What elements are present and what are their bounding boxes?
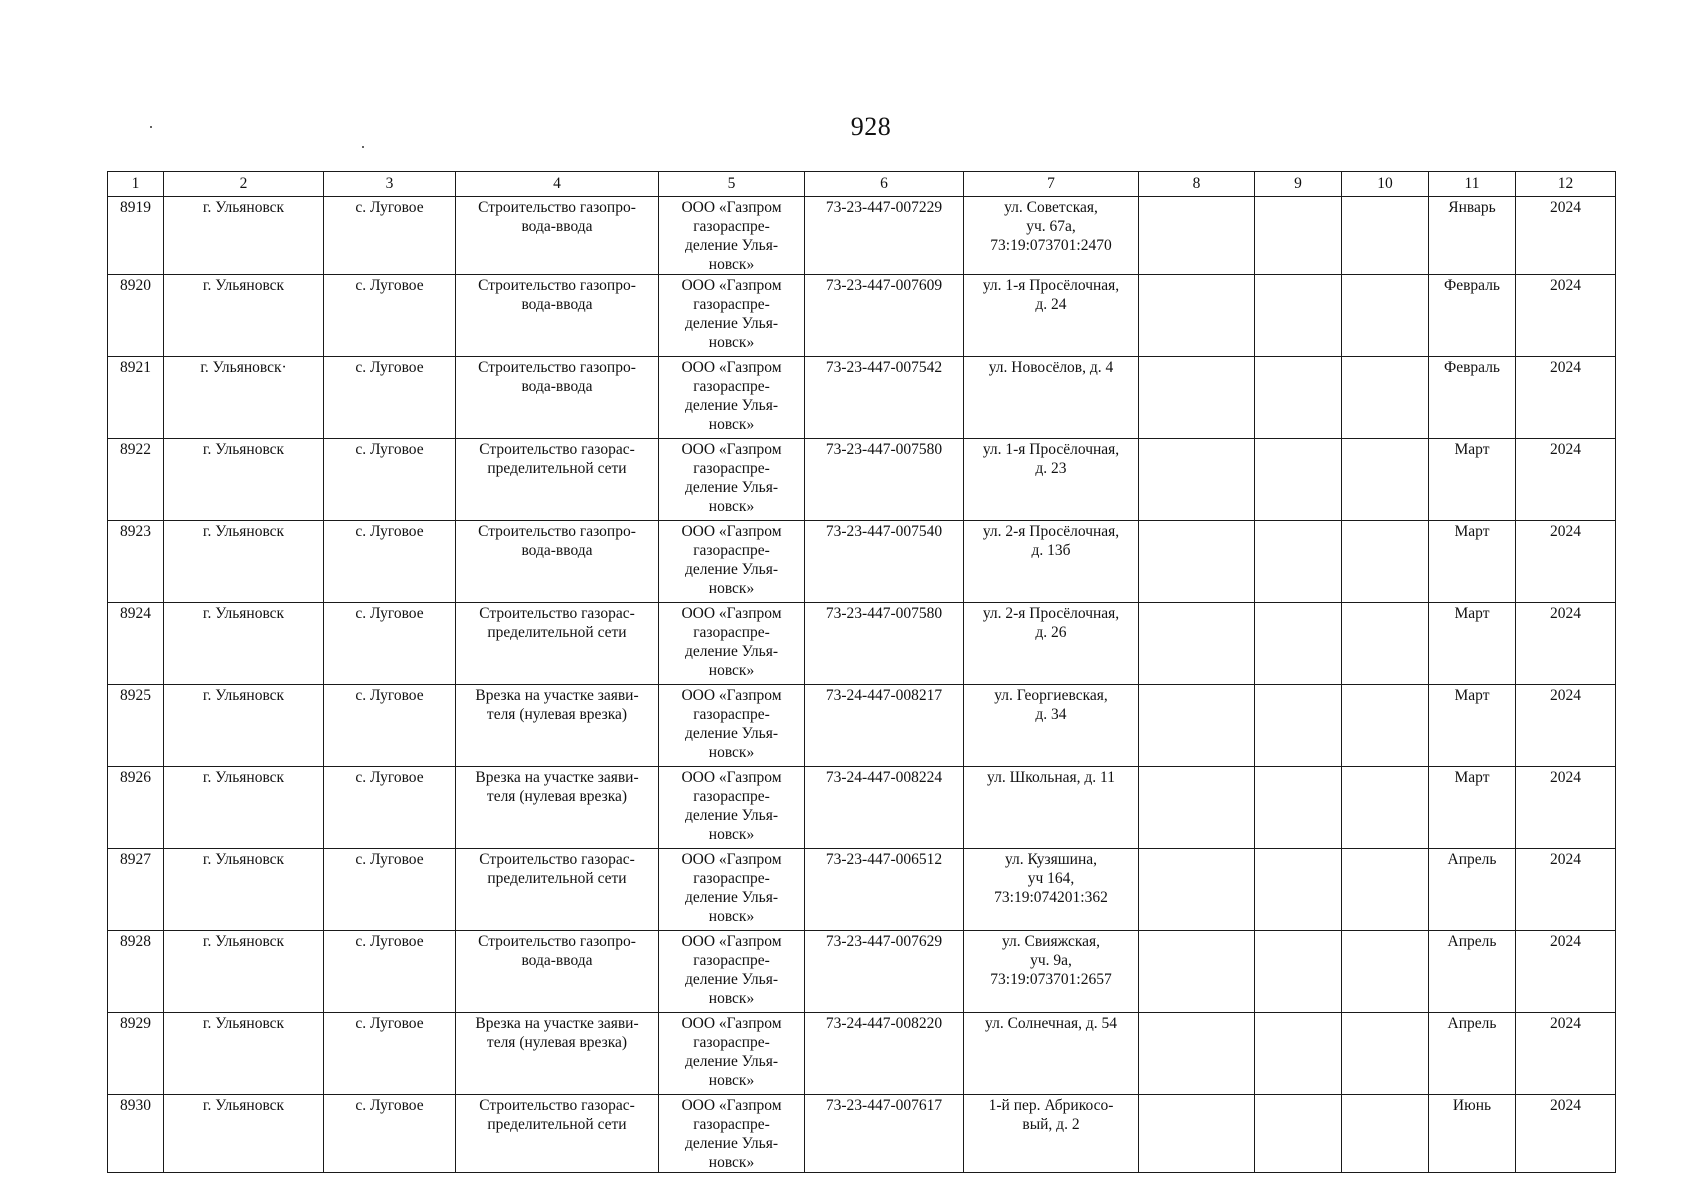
year-cell: 2024 [1516, 931, 1616, 1013]
column-9-cell [1255, 849, 1342, 931]
row-number: 8919 [108, 197, 164, 275]
table-row [108, 275, 1616, 357]
year-cell: 2024 [1516, 439, 1616, 521]
column-header: 10 [1342, 172, 1429, 197]
registration-code-cell: 73-23-447-007629 [805, 931, 964, 1013]
organization-cell: ООО «Газпром газораспре- деление Улья- новск» [659, 685, 805, 767]
row-number: 8926 [108, 767, 164, 849]
column-header: 8 [1139, 172, 1255, 197]
column-header: 1 [108, 172, 164, 197]
column-header: 3 [324, 172, 456, 197]
village-cell: с. Луговое [324, 849, 456, 931]
column-9-cell [1255, 685, 1342, 767]
village-cell: с. Луговое [324, 1013, 456, 1095]
month-cell: Апрель [1429, 931, 1516, 1013]
village-cell: с. Луговое [324, 603, 456, 685]
month-cell: Март [1429, 521, 1516, 603]
column-9-cell [1255, 931, 1342, 1013]
column-8-cell [1139, 1095, 1255, 1173]
column-8-cell [1139, 931, 1255, 1013]
column-9-cell [1255, 767, 1342, 849]
village-cell: с. Луговое [324, 931, 456, 1013]
column-9-cell [1255, 357, 1342, 439]
year-cell: 2024 [1516, 357, 1616, 439]
organization-cell: ООО «Газпром газораспре- деление Улья- новск» [659, 197, 805, 275]
work-type-cell: Врезка на участке заяви- теля (нулевая врезка) [456, 685, 659, 767]
year-cell: 2024 [1516, 521, 1616, 603]
work-type-cell: Строительство газопро- вода-ввода [456, 357, 659, 439]
registration-code-cell: 73-23-447-007580 [805, 439, 964, 521]
organization-cell: ООО «Газпром газораспре- деление Улья- новск» [659, 357, 805, 439]
work-type-cell: Строительство газопро- вода-ввода [456, 521, 659, 603]
column-header: 4 [456, 172, 659, 197]
page-number: 928 [850, 112, 892, 141]
scan-speck [150, 126, 152, 128]
city-cell: г. Ульяновск [164, 603, 324, 685]
registration-code-cell: 73-23-447-007609 [805, 275, 964, 357]
city-cell: г. Ульяновск [164, 685, 324, 767]
city-cell: г. Ульяновск [164, 439, 324, 521]
month-cell: Март [1429, 439, 1516, 521]
city-cell: г. Ульяновск [164, 849, 324, 931]
column-10-cell [1342, 357, 1429, 439]
village-cell: с. Луговое [324, 685, 456, 767]
column-10-cell [1342, 685, 1429, 767]
address-cell: ул. Свияжская, уч. 9а, 73:19:073701:2657 [964, 931, 1139, 1013]
column-header: 9 [1255, 172, 1342, 197]
work-type-cell: Строительство газорас- пределительной сети [456, 1095, 659, 1173]
column-header: 12 [1516, 172, 1616, 197]
column-10-cell [1342, 767, 1429, 849]
organization-cell: ООО «Газпром газораспре- деление Улья- новск» [659, 1013, 805, 1095]
organization-cell: ООО «Газпром газораспре- деление Улья- новск» [659, 439, 805, 521]
month-cell: Февраль [1429, 357, 1516, 439]
month-cell: Июнь [1429, 1095, 1516, 1173]
column-8-cell [1139, 357, 1255, 439]
work-type-cell: Строительство газопро- вода-ввода [456, 931, 659, 1013]
column-10-cell [1342, 1095, 1429, 1173]
scan-speck [362, 146, 364, 148]
work-type-cell: Строительство газорас- пределительной сети [456, 603, 659, 685]
registration-code-cell: 73-23-447-007229 [805, 197, 964, 275]
month-cell: Апрель [1429, 1013, 1516, 1095]
work-type-cell: Строительство газорас- пределительной сети [456, 849, 659, 931]
row-number: 8930 [108, 1095, 164, 1173]
table-row [108, 439, 1616, 521]
month-cell: Март [1429, 603, 1516, 685]
city-cell: г. Ульяновск [164, 521, 324, 603]
registration-code-cell: 73-23-447-007540 [805, 521, 964, 603]
table-row [108, 1095, 1616, 1173]
column-10-cell [1342, 275, 1429, 357]
month-cell: Март [1429, 767, 1516, 849]
address-cell: ул. Советская, уч. 67а, 73:19:073701:2470 [964, 197, 1139, 275]
row-number: 8922 [108, 439, 164, 521]
table-row [108, 521, 1616, 603]
organization-cell: ООО «Газпром газораспре- деление Улья- новск» [659, 1095, 805, 1173]
register-body [108, 197, 1616, 1173]
work-type-cell: Строительство газопро- вода-ввода [456, 275, 659, 357]
row-number: 8921 [108, 357, 164, 439]
registration-code-cell: 73-24-447-008224 [805, 767, 964, 849]
month-cell: Февраль [1429, 275, 1516, 357]
year-cell: 2024 [1516, 685, 1616, 767]
year-cell: 2024 [1516, 603, 1616, 685]
organization-cell: ООО «Газпром газораспре- деление Улья- новск» [659, 767, 805, 849]
table-row [108, 931, 1616, 1013]
organization-cell: ООО «Газпром газораспре- деление Улья- новск» [659, 603, 805, 685]
work-type-cell: Строительство газорас- пределительной сети [456, 439, 659, 521]
column-number-row [108, 172, 1616, 197]
address-cell: 1-й пер. Абрикосо- вый, д. 2 [964, 1095, 1139, 1173]
column-header: 7 [964, 172, 1139, 197]
village-cell: с. Луговое [324, 357, 456, 439]
address-cell: ул. Новосёлов, д. 4 [964, 357, 1139, 439]
row-number: 8920 [108, 275, 164, 357]
village-cell: с. Луговое [324, 197, 456, 275]
address-cell: ул. 2-я Просёлочная, д. 26 [964, 603, 1139, 685]
registration-code-cell: 73-23-447-007542 [805, 357, 964, 439]
address-cell: ул. 1-я Просёлочная, д. 23 [964, 439, 1139, 521]
column-10-cell [1342, 439, 1429, 521]
column-header: 2 [164, 172, 324, 197]
table-row [108, 849, 1616, 931]
work-type-cell: Врезка на участке заяви- теля (нулевая врезка) [456, 1013, 659, 1095]
column-9-cell [1255, 275, 1342, 357]
address-cell: ул. Солнечная, д. 54 [964, 1013, 1139, 1095]
table-row [108, 767, 1616, 849]
register-table [107, 171, 1616, 1173]
city-cell: г. Ульяновск [164, 197, 324, 275]
row-number: 8924 [108, 603, 164, 685]
address-cell: ул. Школьная, д. 11 [964, 767, 1139, 849]
address-cell: ул. 1-я Просёлочная, д. 24 [964, 275, 1139, 357]
registration-code-cell: 73-24-447-008217 [805, 685, 964, 767]
village-cell: с. Луговое [324, 439, 456, 521]
month-cell: Январь [1429, 197, 1516, 275]
row-number: 8928 [108, 931, 164, 1013]
row-number: 8929 [108, 1013, 164, 1095]
row-number: 8927 [108, 849, 164, 931]
city-cell: г. Ульяновск [164, 767, 324, 849]
column-header: 5 [659, 172, 805, 197]
column-header: 6 [805, 172, 964, 197]
organization-cell: ООО «Газпром газораспре- деление Улья- новск» [659, 521, 805, 603]
village-cell: с. Луговое [324, 521, 456, 603]
column-8-cell [1139, 521, 1255, 603]
address-cell: ул. 2-я Просёлочная, д. 13б [964, 521, 1139, 603]
registration-code-cell: 73-23-447-007580 [805, 603, 964, 685]
year-cell: 2024 [1516, 1013, 1616, 1095]
column-10-cell [1342, 521, 1429, 603]
city-cell: г. Ульяновск· [164, 357, 324, 439]
column-9-cell [1255, 439, 1342, 521]
month-cell: Апрель [1429, 849, 1516, 931]
year-cell: 2024 [1516, 767, 1616, 849]
column-8-cell [1139, 1013, 1255, 1095]
row-number: 8925 [108, 685, 164, 767]
column-8-cell [1139, 439, 1255, 521]
organization-cell: ООО «Газпром газораспре- деление Улья- новск» [659, 931, 805, 1013]
registration-code-cell: 73-23-447-006512 [805, 849, 964, 931]
table-row [108, 357, 1616, 439]
village-cell: с. Луговое [324, 275, 456, 357]
registration-code-cell: 73-23-447-007617 [805, 1095, 964, 1173]
column-10-cell [1342, 849, 1429, 931]
city-cell: г. Ульяновск [164, 275, 324, 357]
column-8-cell [1139, 275, 1255, 357]
table-row [108, 1013, 1616, 1095]
city-cell: г. Ульяновск [164, 1013, 324, 1095]
column-9-cell [1255, 603, 1342, 685]
city-cell: г. Ульяновск [164, 931, 324, 1013]
column-8-cell [1139, 603, 1255, 685]
address-cell: ул. Кузяшина, уч 164, 73:19:074201:362 [964, 849, 1139, 931]
month-cell: Март [1429, 685, 1516, 767]
year-cell: 2024 [1516, 849, 1616, 931]
table-row [108, 197, 1616, 275]
year-cell: 2024 [1516, 275, 1616, 357]
column-10-cell [1342, 603, 1429, 685]
column-10-cell [1342, 1013, 1429, 1095]
village-cell: с. Луговое [324, 767, 456, 849]
column-8-cell [1139, 767, 1255, 849]
address-cell: ул. Георгиевская, д. 34 [964, 685, 1139, 767]
column-8-cell [1139, 685, 1255, 767]
column-8-cell [1139, 849, 1255, 931]
column-9-cell [1255, 197, 1342, 275]
village-cell: с. Луговое [324, 1095, 456, 1173]
column-10-cell [1342, 931, 1429, 1013]
table-row [108, 603, 1616, 685]
organization-cell: ООО «Газпром газораспре- деление Улья- новск» [659, 275, 805, 357]
organization-cell: ООО «Газпром газораспре- деление Улья- новск» [659, 849, 805, 931]
year-cell: 2024 [1516, 197, 1616, 275]
registration-code-cell: 73-24-447-008220 [805, 1013, 964, 1095]
column-9-cell [1255, 1095, 1342, 1173]
work-type-cell: Врезка на участке заяви- теля (нулевая врезка) [456, 767, 659, 849]
work-type-cell: Строительство газопро- вода-ввода [456, 197, 659, 275]
column-9-cell [1255, 1013, 1342, 1095]
column-8-cell [1139, 197, 1255, 275]
column-9-cell [1255, 521, 1342, 603]
column-header: 11 [1429, 172, 1516, 197]
year-cell: 2024 [1516, 1095, 1616, 1173]
table-row [108, 685, 1616, 767]
city-cell: г. Ульяновск [164, 1095, 324, 1173]
column-10-cell [1342, 197, 1429, 275]
row-number: 8923 [108, 521, 164, 603]
